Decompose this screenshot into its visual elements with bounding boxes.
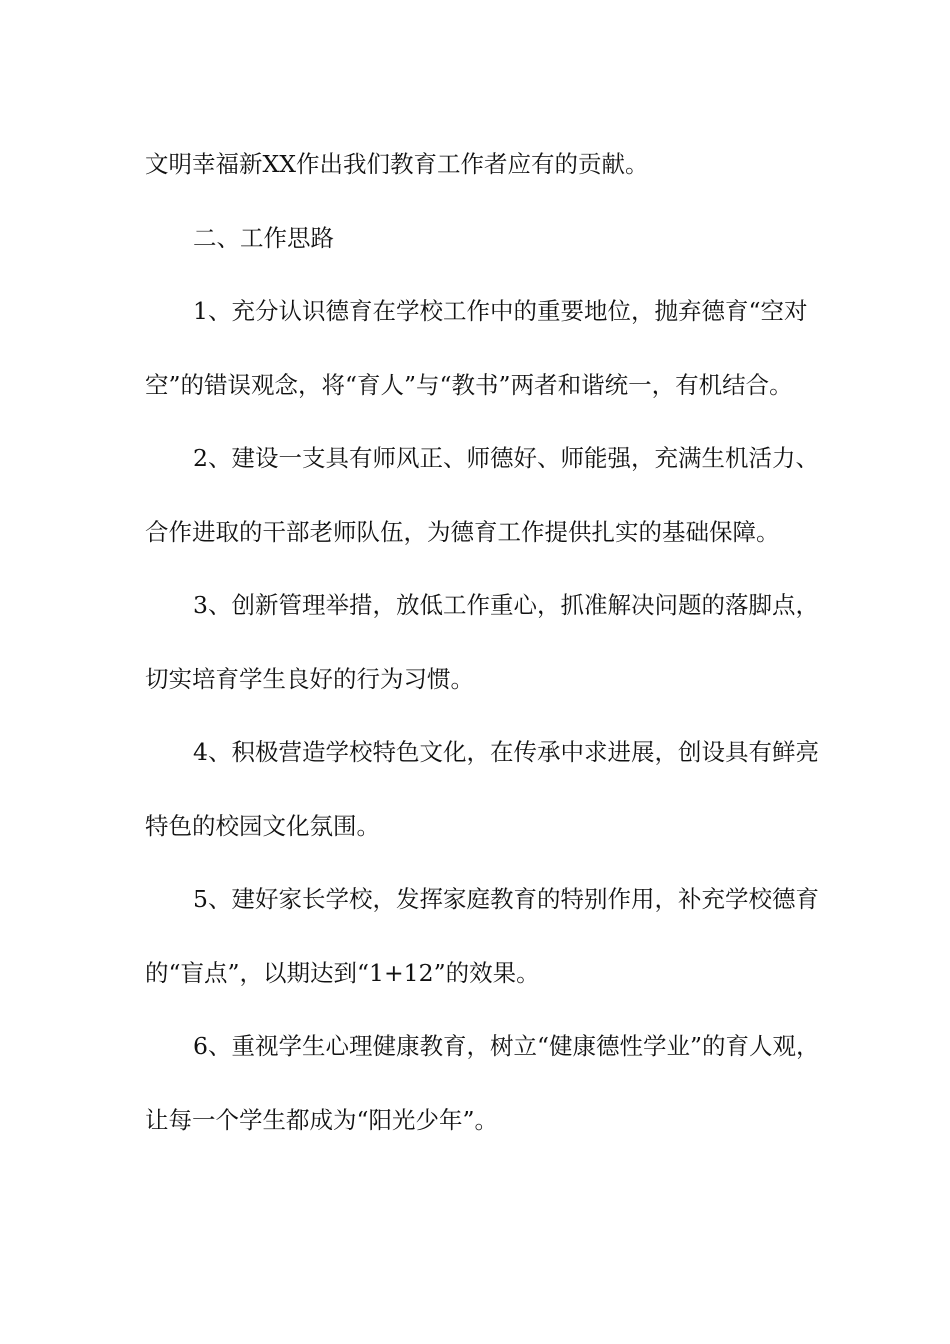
list-item-5: 5、建好家长学校，发挥家庭教育的特别作用，补充学校德育的“盲点”，以期达到“1+12”的效果。 <box>145 885 819 987</box>
list-item-6: 6、重视学生心理健康教育，树立“健康德性学业”的育人观，让每一个学生都成为“阳光少年”。 <box>145 1032 820 1134</box>
paragraph-continuation: 文明幸福新XX作出我们教育工作者应有的贡献。 <box>145 150 649 178</box>
list-item-2: 2、建设一支具有师风正、师德好、师能强，充满生机活力、合作进取的干部老师队伍，为德育工作提供扎实的基础保障。 <box>145 444 819 546</box>
section-heading-work-approach: 二、工作思路 <box>193 223 334 252</box>
list-item-3: 3、创新管理举措，放低工作重心，抓准解决问题的落脚点，切实培育学生良好的行为习惯。 <box>145 591 819 693</box>
list-item-4: 4、积极营造学校特色文化，在传承中求进展，创设具有鲜亮特色的校园文化氛围。 <box>145 738 819 840</box>
document-body <box>145 128 825 1157</box>
list-item-1: 1、充分认识德育在学校工作中的重要地位，抛弃德育“空对空”的错误观念，将“育人”与“教书”两者和谐统一，有机结合。 <box>145 297 808 399</box>
